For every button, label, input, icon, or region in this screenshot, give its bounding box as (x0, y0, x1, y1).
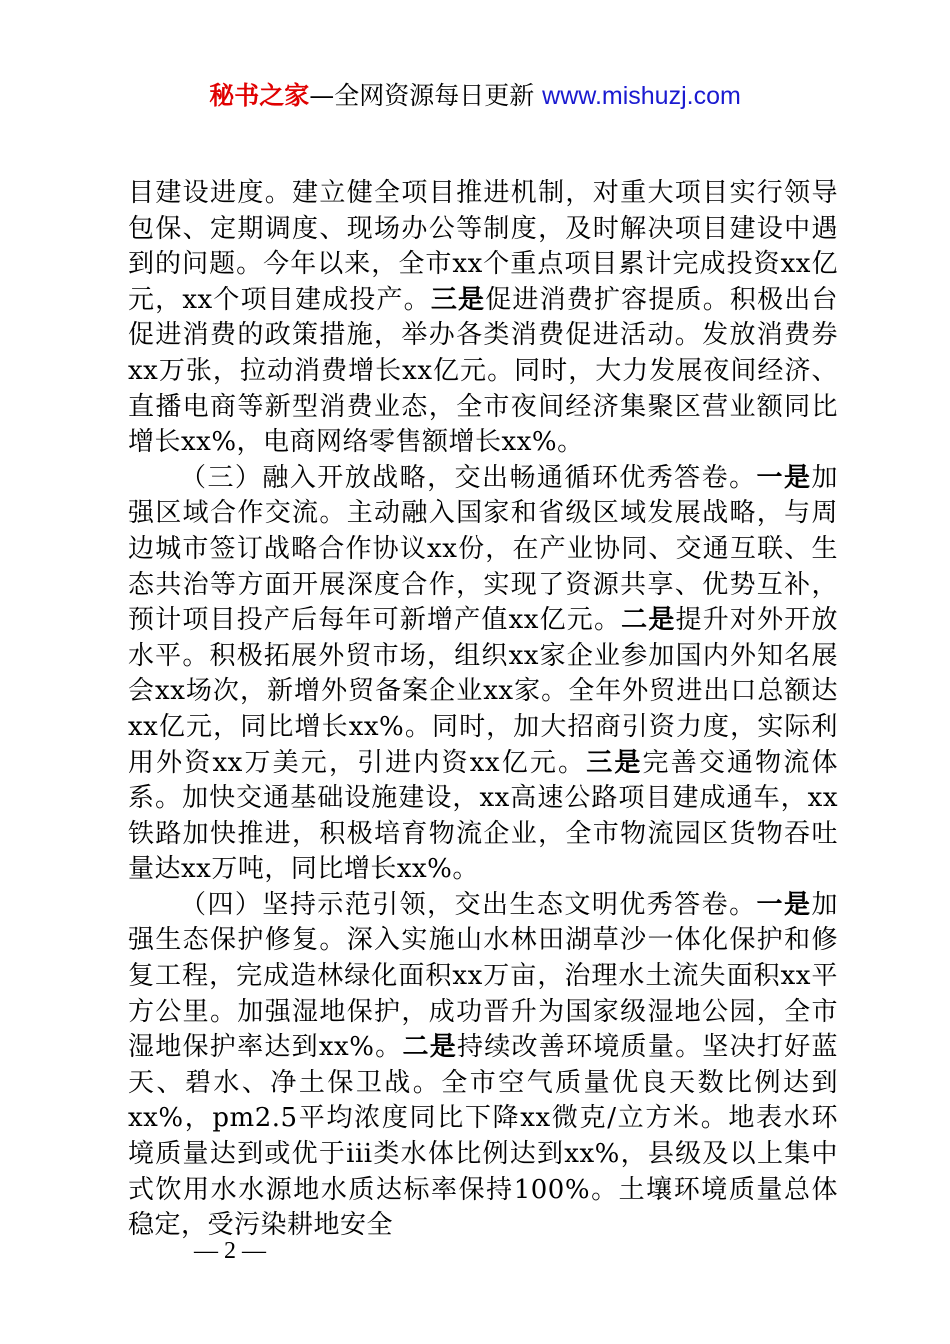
body-text (128, 176, 838, 1244)
text-segment: 加强区域合作交流。主动融入国家和省级区域发展战略，与周边城市签订战略合作协议xx份，在产业协同、交通互联、生态共治等方面开展深度合作，实现了资源共享、优势互补，预计项目投产后每年可新增产值xx亿元。 (128, 462, 838, 636)
text-segment: 加强生态保护修复。深入实施山水林田湖草沙一体化保护和修复工程，完成造林绿化面积xx万亩，治理水土流失面积xx平方公里。加强湿地保护，成功晋升为国家级湿地公园，全市湿地保护率达到xx%。 (128, 889, 838, 1063)
bold-lead-phrase: 二是 (621, 605, 676, 636)
text-segment: 完善交通物流体系。加快交通基础设施建设，xx高速公路项目建成通车，xx铁路加快推进，积极培育物流企业，全市物流园区货物吞吐量达xx万吨，同比增长xx%。 (128, 747, 838, 885)
text-segment: （四）坚持示范引领，交出生态文明优秀答卷。 (180, 889, 757, 920)
site-brand: 秘书之家 (209, 81, 310, 110)
site-tagline: —全网资源每日更新 (309, 81, 543, 110)
text-segment: 目建设进度。建立健全项目推进机制，对重大项目实行领导包保、定期调度、现场办公等制度，及时解决项目建设中遇到的问题。今年以来，全市xx个重点项目累计完成投资xx亿元，xx个项目建成投产。 (128, 178, 838, 315)
bold-lead-phrase: 三是 (586, 747, 643, 778)
page-number: — 2 — (194, 1238, 266, 1264)
paragraph (128, 176, 838, 461)
text-segment: 持续改善环境质量。坚决打好蓝天、碧水、净土保卫战。全市空气质量优良天数比例达到xx%，pm2.5平均浓度同比下降xx微克/立方米。地表水环境质量达到或优于iii类水体比例达到xx%，县级及以上集中式饮用水水源地水质达标率保持100%。土壤环境质量总体稳定，受污染耕地安全 (128, 1032, 838, 1241)
site-url: www.mishuzj.com (542, 82, 741, 110)
text-segment: 提升对外开放水平。积极拓展外贸市场，组织xx家企业参加国内外知名展会xx场次，新增外贸备案企业xx家。全年外贸进出口总额达xx亿元，同比增长xx%。同时，加大招商引资力度，实际利用外资xx万美元，引进内资xx亿元。 (128, 605, 838, 778)
bold-lead-phrase: 一是 (756, 462, 812, 493)
bold-lead-phrase: 二是 (402, 1032, 457, 1063)
paragraph (128, 461, 838, 888)
bold-lead-phrase: 一是 (756, 889, 812, 920)
text-segment: 促进消费扩容提质。积极出台促进消费的政策措施，举办各类消费促进活动。发放消费券xx万张，拉动消费增长xx亿元。同时，大力发展夜间经济、直播电商等新型消费业态，全市夜间经济集聚区营业额同比增长xx%，电商网络零售额增长xx%。 (128, 284, 838, 458)
paragraph (128, 888, 838, 1244)
site-header (0, 80, 950, 112)
bold-lead-phrase: 三是 (430, 284, 486, 315)
text-segment: （三）融入开放战略，交出畅通循环优秀答卷。 (180, 462, 757, 493)
